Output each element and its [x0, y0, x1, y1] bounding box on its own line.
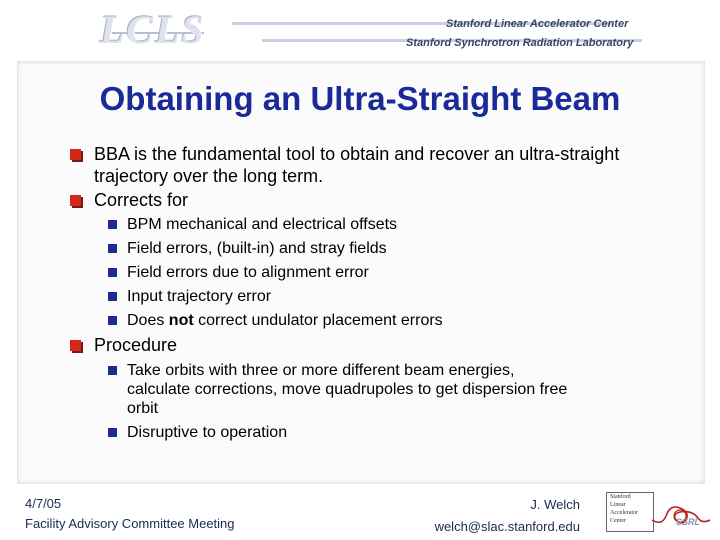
blue-square-bullet-icon: [108, 366, 117, 375]
slac-logo-line: Center: [610, 518, 626, 524]
lcls-logo: [100, 6, 210, 50]
sub-bullet-text: Disruptive to operation: [127, 424, 288, 441]
sub-bullet-text: BPM mechanical and electrical offsets: [127, 216, 398, 233]
red-square-bullet-icon: [70, 195, 81, 206]
bullet-text: Corrects for: [94, 190, 189, 210]
slac-logo-line: Linear: [610, 502, 626, 508]
sub-bullet-text: Field errors due to alignment error: [127, 264, 369, 281]
sub-bullet-text: Field errors, (built-in) and stray fields: [127, 240, 387, 257]
institution-name-ssrl: Stanford Synchrotron Radiation Laboratory: [406, 37, 634, 49]
slide-title: Obtaining an Ultra-Straight Beam: [99, 80, 621, 117]
bullet-text: BBA is the fundamental tool to obtain and recover an ultra-straight trajectory over the long term.: [94, 144, 620, 186]
blue-square-bullet-icon: [108, 220, 117, 229]
footer-meeting: Facility Advisory Committee Meeting: [25, 516, 235, 531]
slac-logo: [606, 490, 714, 536]
red-square-bullet-icon: [70, 340, 81, 351]
footer-right: [420, 494, 580, 538]
sub-bullet-text: Take orbits with three or more different beam energies, calculate corrections, move quadrupoles to get dispersion free orbit: [127, 362, 568, 417]
red-square-bullet-icon: [70, 149, 81, 160]
footer-email: welch@slac.stanford.edu: [434, 519, 580, 534]
slac-logo-line: Accelerator: [610, 510, 638, 516]
blue-square-bullet-icon: [108, 292, 117, 301]
sub-bullet-text: Input trajectory error: [127, 288, 272, 305]
footer-author: J. Welch: [530, 497, 580, 512]
slide-header: [0, 0, 720, 58]
blue-square-bullet-icon: [108, 244, 117, 253]
sub-bullet-text: [127, 311, 607, 330]
blue-square-bullet-icon: [108, 268, 117, 277]
blue-square-bullet-icon: [108, 428, 117, 437]
emphasis-not: not: [168, 312, 194, 329]
sub-bullet-text-part: Does: [127, 312, 169, 329]
blue-square-bullet-icon: [108, 316, 117, 325]
sub-bullet-text-part: correct undulator placement errors: [193, 312, 443, 329]
bullet-text: Procedure: [94, 335, 178, 355]
beamline-loop-icon: [606, 490, 714, 536]
footer-date: 4/7/05: [25, 496, 62, 511]
ssrl-logo-text: SSRL: [676, 517, 701, 527]
slac-logo-line: Stanford: [610, 494, 631, 500]
institution-name-slac: Stanford Linear Accelerator Center: [446, 18, 629, 30]
lcls-logo-text: LCLS: [100, 7, 206, 52]
footer-left: [25, 494, 235, 534]
